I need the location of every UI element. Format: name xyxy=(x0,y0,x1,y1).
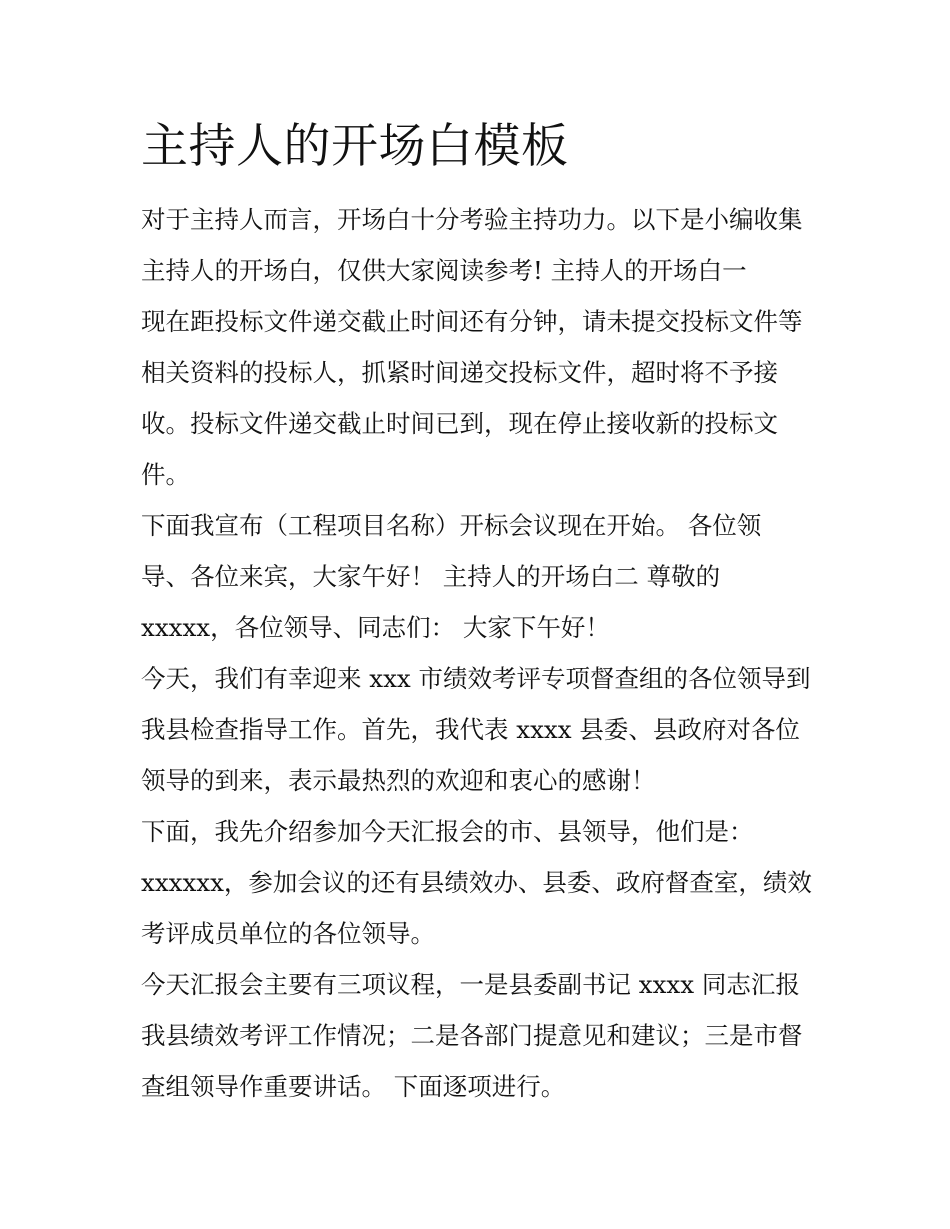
document-title: 主持人的开场白模板 xyxy=(141,119,569,174)
body-line-6: 件。 xyxy=(141,460,190,489)
body-line-10: 今天，我们有幸迎来 xxx 市绩效考评专项督查组的各位领导到 xyxy=(141,664,811,693)
body-line-7: 下面我宣布（工程项目名称）开标会议现在开始。 各位领 xyxy=(141,511,762,540)
body-line-8: 导、各位来宾，大家午好！ 主持人的开场白二 尊敬的 xyxy=(141,562,721,591)
body-line-5: 收。投标文件递交截止时间已到，现在停止接收新的投标文 xyxy=(141,409,778,438)
body-line-2: 主持人的开场白，仅供大家阅读参考! 主持人的开场白一 xyxy=(141,256,747,285)
body-line-16: 今天汇报会主要有三项议程，一是县委副书记 xxxx 同志汇报 xyxy=(141,970,800,999)
body-line-1: 对于主持人而言，开场白十分考验主持功力。以下是小编收集 xyxy=(141,205,803,234)
body-line-14: xxxxxx，参加会议的还有县绩效办、县委、政府督查室，绩效 xyxy=(141,868,812,897)
body-line-11: 我县检查指导工作。首先，我代表 xxxx 县委、县政府对各位 xyxy=(141,715,800,744)
body-line-4: 相关资料的投标人，抓紧时间递交投标文件，超时将不予接 xyxy=(141,358,778,387)
body-line-13: 下面，我先介绍参加今天汇报会的市、县领导，他们是： xyxy=(141,817,754,846)
body-line-9: xxxxx，各位领导、同志们： 大家下午好！ xyxy=(141,613,610,642)
body-line-3: 现在距投标文件递交截止时间还有分钟，请未提交投标文件等 xyxy=(141,307,803,336)
body-line-15: 考评成员单位的各位领导。 xyxy=(141,919,435,948)
body-line-17: 我县绩效考评工作情况；二是各部门提意见和建议；三是市督 xyxy=(141,1021,803,1050)
body-line-12: 领导的到来，表示最热烈的欢迎和衷心的感谢！ xyxy=(141,766,656,795)
body-line-18: 查组领导作重要讲话。 下面逐项进行。 xyxy=(141,1072,566,1101)
